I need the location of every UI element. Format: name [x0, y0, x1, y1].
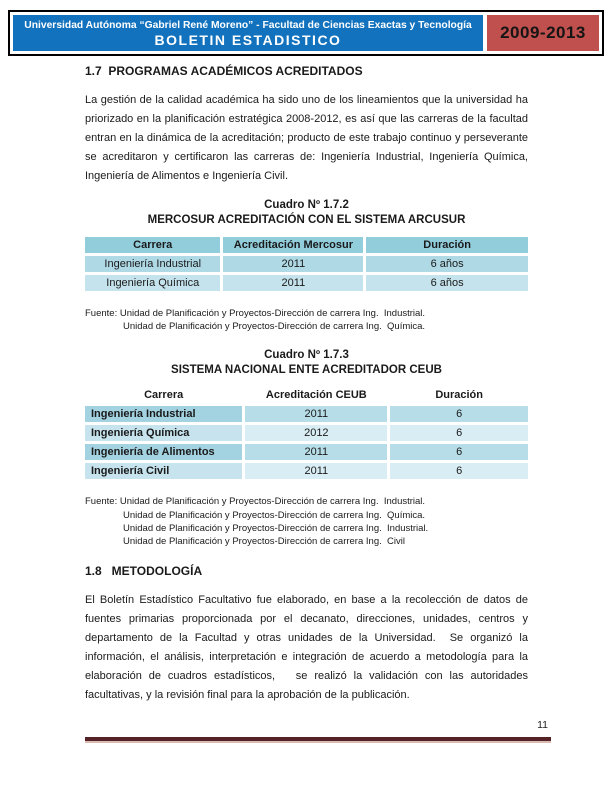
section-1-7-paragraph: La gestión de la calidad académica ha sido uno de los lineamientos que la universidad ha priorizado en la planificación estratégica 2008-2012, es así que las carreras de la facultad entran en la dinámica de la acreditación; producto de este trabajo continuo y perseverante se acreditaron y certificaron las carreras de: Ingeniería Industrial, Ingeniería Química, Ingeniería de Alimentos e Ingeniería Civil.	[85, 94, 532, 182]
table-cell: 6	[390, 425, 528, 441]
table-cell: 2011	[245, 444, 387, 460]
table-cell: 2011	[223, 256, 363, 272]
source-line: Unidad de Planificación y Proyectos-Dirección de carrera Ing. Química.	[123, 321, 426, 333]
table-header-cell: Duración	[366, 237, 528, 253]
source-line: Unidad de Planificación y Proyectos-Dirección de carrera Ing. Industrial.	[123, 522, 429, 534]
table-cell: Ingeniería Industrial	[85, 256, 220, 272]
table-row	[85, 463, 528, 479]
table-row	[85, 406, 528, 422]
table-row	[85, 425, 528, 441]
document-header	[8, 10, 604, 56]
table-cell: Ingeniería Industrial	[85, 406, 242, 422]
table-cell: 6 años	[366, 256, 528, 272]
table-cell: Ingeniería Química	[85, 275, 220, 291]
section-1-8-title: 1.8 METODOLOGÍA	[85, 564, 203, 579]
table-cell: 2012	[245, 425, 387, 441]
table-2-caption	[85, 348, 528, 378]
section-1-8-paragraph: El Boletín Estadístico Facultativo fue elaborado, en base a la recolección de datos de fuentes primarias proporcionada por el decanato, direcciones, unidades, centros y departamento de la Facultad y otras unidades de la Universidad. Se organizó la información, el análisis, interpretación e integración de acuerdo a metodología para la elaboración de cuadros estadísticos, se realizó la validación con las autoridades facultativas, y la revisión final para la aprobación de la publicación.	[85, 594, 532, 702]
table-row	[85, 256, 528, 272]
table-header-cell: Acreditación Mercosur	[223, 237, 363, 253]
table-cell: 6	[390, 444, 528, 460]
table-header-cell: Carrera	[85, 237, 220, 253]
footer-rule	[85, 737, 551, 743]
table-1-caption	[85, 198, 528, 228]
table-cell: 2011	[245, 463, 387, 479]
table-header-cell: Duración	[390, 387, 528, 403]
table-cell: Ingeniería Civil	[85, 463, 242, 479]
table-cell: 2011	[245, 406, 387, 422]
page-number: 11	[537, 719, 548, 731]
table-1-caption-title: MERCOSUR ACREDITACIÓN CON EL SISTEMA ARCUSUR	[147, 214, 466, 226]
page-content	[85, 64, 532, 717]
footer-rule-light-line	[85, 741, 551, 743]
table-2-caption-number: Cuadro Nº 1.7.3	[264, 349, 349, 362]
table-header-cell: Carrera	[85, 387, 242, 403]
years-badge: 2009-2013	[487, 15, 599, 51]
table-row	[85, 275, 528, 291]
table-cell: 6	[390, 406, 528, 422]
table-header-row	[85, 387, 528, 403]
table-cell: Ingeniería Química	[85, 425, 242, 441]
table-row	[85, 444, 528, 460]
table-ceub	[82, 384, 531, 482]
source-line: Fuente: Unidad de Planificación y Proyectos-Dirección de carrera Ing. Industrial.	[85, 496, 426, 508]
table-2-caption-title: SISTEMA NACIONAL ENTE ACREDITADOR CEUB	[171, 364, 442, 377]
table-1-source	[85, 307, 528, 333]
table-header-cell: Acreditación CEUB	[245, 387, 387, 403]
table-cell: 6	[390, 463, 528, 479]
bulletin-title: BOLETIN ESTADISTICO	[154, 31, 342, 48]
table-2-source	[85, 495, 528, 548]
header-title-block	[13, 15, 483, 51]
section-1-7-title: 1.7 PROGRAMAS ACADÉMICOS ACREDITADOS	[85, 64, 363, 78]
table-1-caption-number: Cuadro Nº 1.7.2	[264, 199, 349, 211]
table-header-row	[85, 237, 528, 253]
table-mercosur	[82, 234, 531, 294]
source-line: Unidad de Planificación y Proyectos-Dirección de carrera Ing. Civil	[123, 536, 405, 548]
table-cell: Ingeniería de Alimentos	[85, 444, 242, 460]
table-cell: 2011	[223, 275, 363, 291]
table-cell: 6 años	[366, 275, 528, 291]
university-name: Universidad Autónoma “Gabriel René Moreno” - Facultad de Ciencias Exactas y Tecnología	[24, 19, 472, 31]
source-line: Unidad de Planificación y Proyectos-Dirección de carrera Ing. Química.	[123, 509, 426, 521]
source-line: Fuente: Unidad de Planificación y Proyectos-Dirección de carrera Ing. Industrial.	[85, 308, 426, 319]
